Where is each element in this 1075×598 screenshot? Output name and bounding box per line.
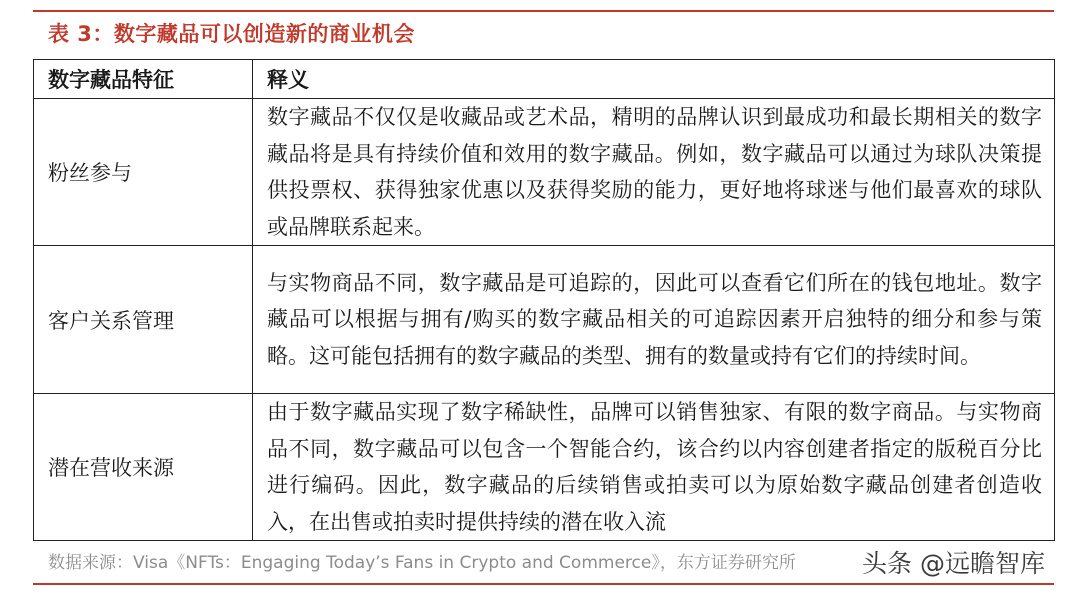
feature-cell: 粉丝参与 — [34, 99, 253, 246]
table-row — [34, 99, 1055, 246]
table-header-row — [34, 60, 1055, 99]
table-row — [34, 394, 1055, 541]
table-row — [34, 246, 1055, 394]
feature-table — [33, 59, 1055, 541]
header-feature: 数字藏品特征 — [34, 60, 253, 99]
top-divider — [33, 10, 1054, 12]
table-caption: 表 3：数字藏品可以创造新的商业机会 — [48, 22, 415, 46]
watermark: 头条 @远瞻智库 — [862, 549, 1045, 578]
feature-cell: 客户关系管理 — [34, 246, 253, 394]
source-note: 数据来源：Visa《NFTs：Engaging Today’s Fans in Crypto and Commerce》，东方证券研究所 — [48, 553, 796, 573]
description-cell: 由于数字藏品实现了数字稀缺性，品牌可以销售独家、有限的数字商品。与实物商品不同，数字藏品可以包含一个智能合约，该合约以内容创建者指定的版税百分比进行编码。因此，数字藏品的后续销售或拍卖可以为原始数字藏品创建者创造收入，在出售或拍卖时提供持续的潜在收入流 — [253, 394, 1055, 541]
bottom-divider — [33, 583, 1054, 585]
description-cell: 与实物商品不同，数字藏品是可追踪的，因此可以查看它们所在的钱包地址。数字藏品可以根据与拥有/购买的数字藏品相关的可追踪因素开启独特的细分和参与策略。这可能包括拥有的数字藏品的类型、拥有的数量或持有它们的持续时间。 — [253, 246, 1055, 394]
header-description: 释义 — [253, 60, 1055, 99]
feature-cell: 潜在营收来源 — [34, 394, 253, 541]
description-cell: 数字藏品不仅仅是收藏品或艺术品，精明的品牌认识到最成功和最长期相关的数字藏品将是具有持续价值和效用的数字藏品。例如，数字藏品可以通过为球队决策提供投票权、获得独家优惠以及获得奖励的能力，更好地将球迷与他们最喜欢的球队或品牌联系起来。 — [253, 99, 1055, 246]
